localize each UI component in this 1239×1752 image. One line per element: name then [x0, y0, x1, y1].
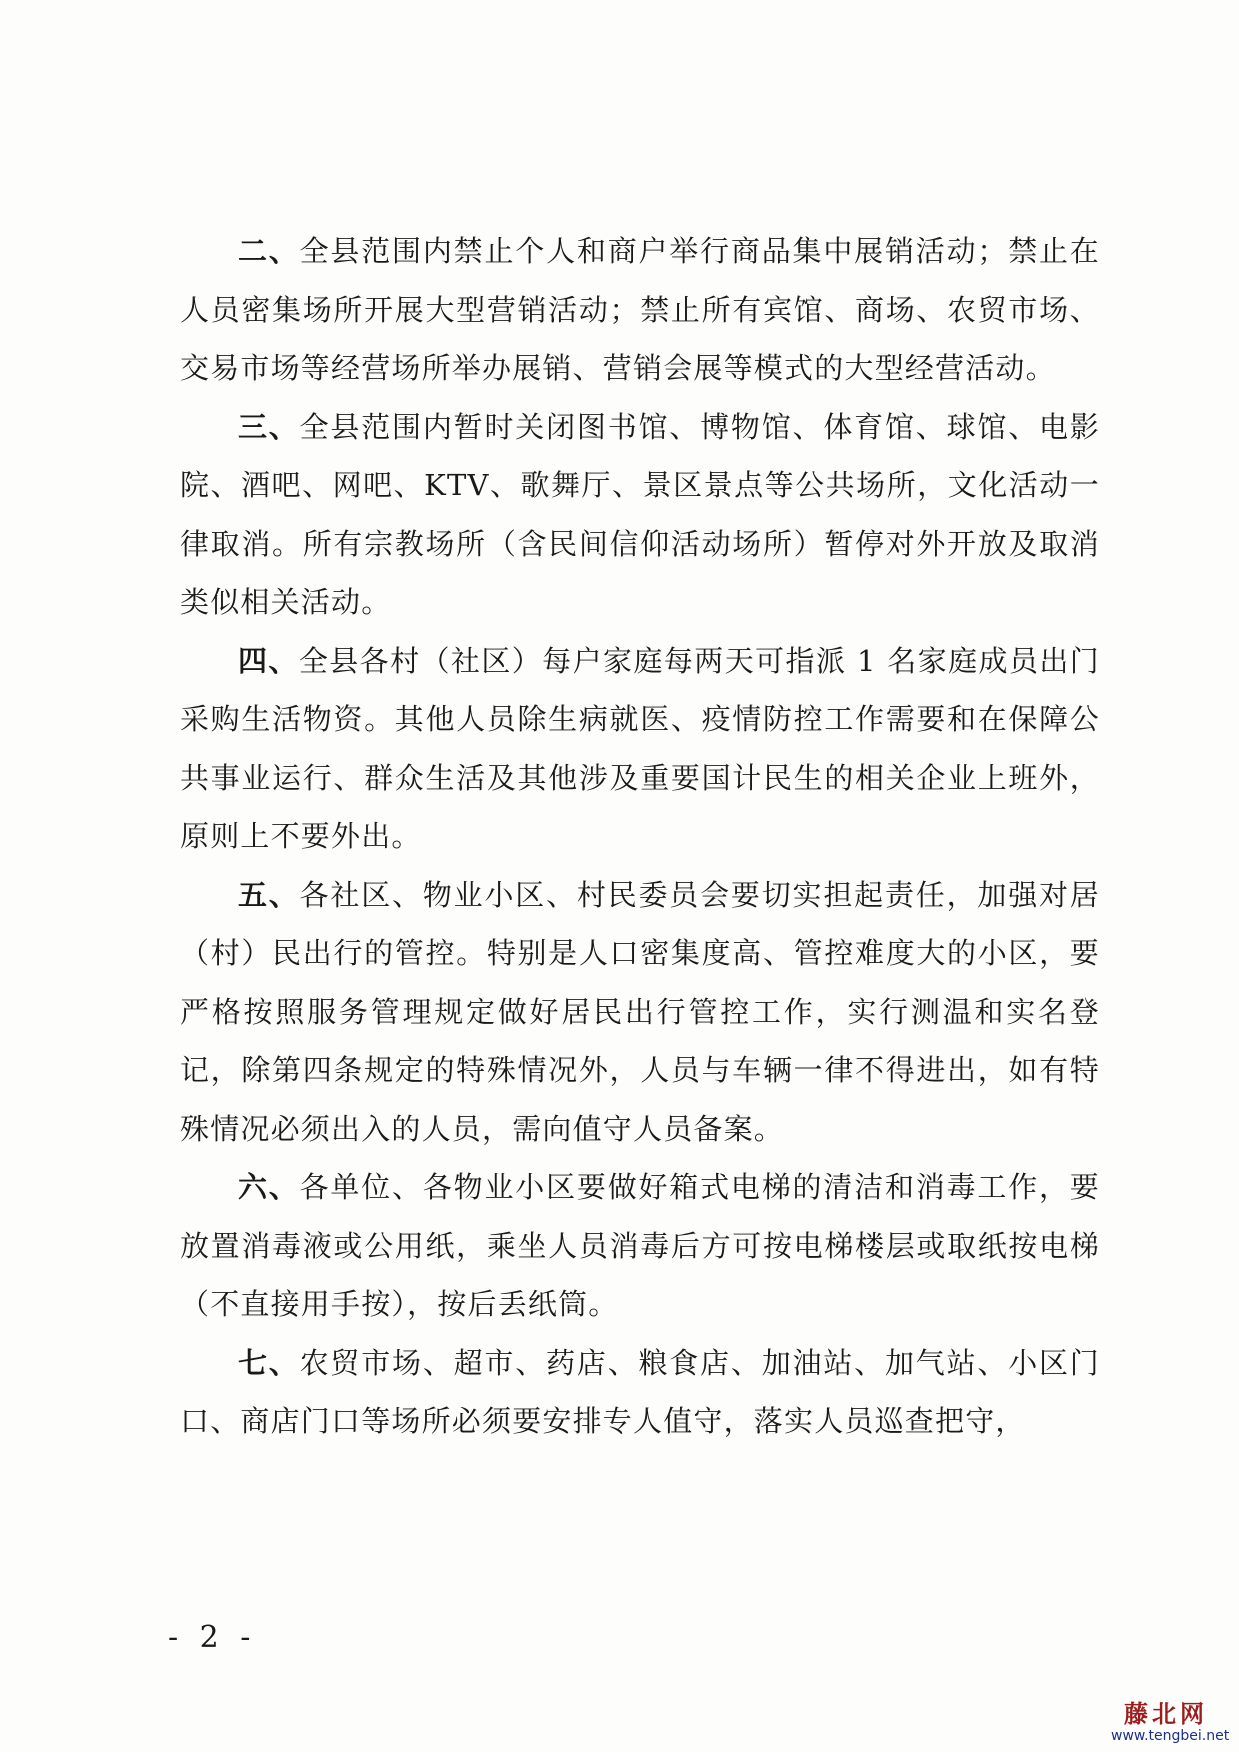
- paragraph-text: 各单位、各物业小区要做好箱式电梯的清洁和消毒工作，要放置消毒液或公用纸，乘坐人员消毒后方可按电梯楼层或取纸按电梯（不直接用手按），按后丢纸筒。: [180, 1170, 1101, 1321]
- section-number: 三、: [238, 409, 300, 444]
- paragraph-text: 全县各村（社区）每户家庭每两天可指派 1 名家庭成员出门采购生活物资。其他人员除生病就医、疫情防控工作需要和在保障公共事业运行、群众生活及其他涉及重要国计民生的相关企业上班外，原则上不要外出。: [180, 643, 1100, 853]
- paragraph-3: [180, 398, 1100, 632]
- section-number: 六、: [238, 1170, 300, 1204]
- paragraph-text: 全县范围内暂时关闭图书馆、博物馆、体育馆、球馆、电影院、酒吧、网吧、KTV、歌舞厅、景区景点等公共场所，文化活动一律取消。所有宗教场所（含民间信仰活动场所）暂停对外开放及取消类似相关活动。: [180, 409, 1101, 619]
- section-number: 二、: [238, 234, 300, 268]
- paragraph-7: [180, 1334, 1100, 1451]
- document-body: [180, 222, 1100, 1451]
- section-number: 七、: [238, 1345, 300, 1380]
- paragraph-2: [180, 222, 1100, 398]
- paragraph-text: 全县范围内禁止个人和商户举行商品集中展销活动；禁止在人员密集场所开展大型营销活动；禁止所有宾馆、商场、农贸市场、交易市场等经营场所举办展销、营销会展等模式的大型经营活动。: [180, 234, 1101, 385]
- watermark-url: www.tengbei.net: [1111, 1728, 1230, 1744]
- paragraph-5: [180, 866, 1100, 1159]
- watermark-name: 藤北网: [1124, 1699, 1208, 1728]
- page-number: - 2 -: [168, 1620, 257, 1655]
- paragraph-4: [180, 632, 1100, 866]
- site-watermark: [1111, 1699, 1230, 1744]
- section-number: 四、: [238, 643, 299, 678]
- paragraph-text: 农贸市场、超市、药店、粮食店、加油站、加气站、小区门口、商店门口等场所必须要安排专人值守，落实人员巡查把守，: [180, 1345, 1101, 1438]
- paragraph-6: [180, 1158, 1100, 1334]
- paragraph-text: 各社区、物业小区、村民委员会要切实担起责任，加强对居（村）民出行的管控。特别是人口密集度高、管控难度大的小区，要严格按照服务管理规定做好居民出行管控工作，实行测温和实名登记，除第四条规定的特殊情况外，人员与车辆一律不得进出，如有特殊情况必须出入的人员，需向值守人员备案。: [180, 877, 1101, 1146]
- section-number: 五、: [238, 877, 300, 912]
